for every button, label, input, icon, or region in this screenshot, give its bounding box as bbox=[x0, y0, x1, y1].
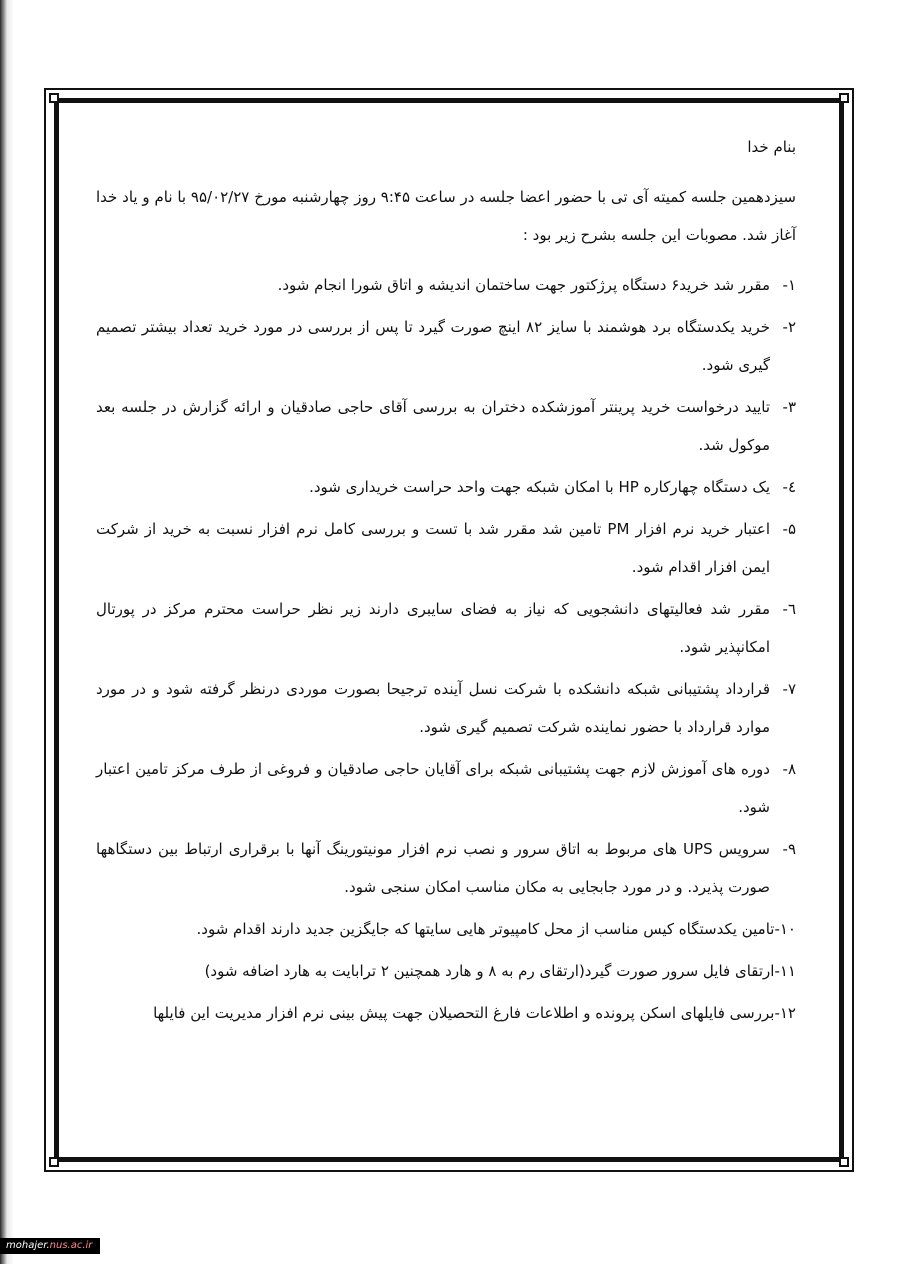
resolution-item bbox=[96, 388, 796, 464]
scan-edge bbox=[0, 0, 14, 1264]
frame-corner-ornament bbox=[49, 93, 59, 103]
resolution-item bbox=[96, 910, 796, 948]
resolution-text: سرویس UPS های مربوط به اتاق سرور و نصب نرم افزار مونیتورینگ آنها با برقراری ارتباط بین دستگاهها صورت پذیرد. و در مورد جابجایی به مکان مناسب امکان سنجی شود. bbox=[96, 840, 770, 896]
resolution-text: بررسی فایلهای اسکن پرونده و اطلاعات فارغ التحصیلان جهت پیش بینی نرم افزار مدیریت این فایلها bbox=[153, 1004, 775, 1022]
resolution-number: ٤- bbox=[782, 478, 796, 496]
resolution-number: ۸- bbox=[782, 760, 796, 778]
resolution-item bbox=[96, 750, 796, 826]
resolution-number: ۹- bbox=[782, 840, 796, 858]
resolution-number: ۱۲- bbox=[774, 1004, 796, 1022]
frame-corner-ornament bbox=[49, 1157, 59, 1167]
resolution-text: تامین یکدستگاه کیس مناسب از محل کامپیوتر هایی سایتها که جایگزین جدید دارند اقدام شود. bbox=[196, 920, 775, 938]
resolution-number: ۱۰- bbox=[774, 920, 796, 938]
resolution-text: اعتبار خرید نرم افزار PM تامین شد مقرر شد با تست و بررسی کامل نرم افزار نسبت به خرید از شرکت ایمن افزار اقدام شود. bbox=[96, 520, 770, 576]
resolution-item bbox=[96, 994, 796, 1032]
document-heading: بنام خدا bbox=[747, 138, 796, 156]
resolution-text: ارتقای فایل سرور صورت گیرد(ارتقای رم به ۸ و هارد همچنین ۲ ترابایت به هارد اضافه شود) bbox=[204, 962, 775, 980]
resolution-number: ۳- bbox=[782, 398, 796, 416]
resolution-number: ۲- bbox=[782, 318, 796, 336]
resolution-item bbox=[96, 830, 796, 906]
resolution-text: خرید یکدستگاه برد هوشمند با سایز ۸۲ اینچ صورت گیرد تا پس از بررسی در مورد خرید تعداد بیشتر تصمیم گیری شود. bbox=[96, 318, 770, 374]
source-watermark bbox=[0, 1238, 100, 1254]
resolution-text: تایید درخواست خرید پرینتر آموزشکده دختران به بررسی آقای حاجی صادقیان و ارائه گزارش در جلسه بعد موکول شد. bbox=[96, 398, 770, 454]
resolution-text: یک دستگاه چهارکاره HP با امکان شبکه جهت واحد حراست خریداری شود. bbox=[309, 478, 770, 496]
watermark-prefix: mohajer. bbox=[6, 1240, 50, 1251]
resolution-item bbox=[96, 952, 796, 990]
frame-corner-ornament bbox=[839, 1157, 849, 1167]
resolution-item bbox=[96, 266, 796, 304]
resolution-number: ۱۱- bbox=[774, 962, 796, 980]
minutes-document bbox=[96, 130, 796, 1036]
resolution-text: مقرر شد فعالیتهای دانشجویی که نیاز به فضای سایبری دارند زیر نظر حراست محترم مرکز در پورتال امکانپذیر شود. bbox=[96, 600, 770, 656]
resolution-item bbox=[96, 670, 796, 746]
resolution-item bbox=[96, 510, 796, 586]
resolution-text: قرارداد پشتیبانی شبکه دانشکده با شرکت نسل آینده ترجیحا بصورت موردی درنظر گرفته شود و در مورد موارد قرارداد با حضور نماینده شرکت تصمیم گیری شود. bbox=[96, 680, 770, 736]
resolution-number: ۱- bbox=[782, 276, 796, 294]
resolution-item bbox=[96, 308, 796, 384]
resolution-item bbox=[96, 590, 796, 666]
document-intro: سیزدهمین جلسه کمیته آی تی با حضور اعضا جلسه در ساعت ۹:۴۵ روز چهارشنبه مورخ ۹۵/۰۲/۲۷ با نام و یاد خدا آغاز شد. مصوبات این جلسه بشرح زیر بود : bbox=[96, 188, 796, 244]
frame-corner-ornament bbox=[839, 93, 849, 103]
resolution-item bbox=[96, 468, 796, 506]
resolution-number: ۵- bbox=[782, 520, 796, 538]
resolution-number: ٦- bbox=[782, 600, 796, 618]
resolution-text: مقرر شد خرید۶ دستگاه پرژکتور جهت ساختمان اندیشه و اتاق شورا انجام شود. bbox=[277, 276, 770, 294]
resolution-text: دوره های آموزش لازم جهت پشتیبانی شبکه برای آقایان حاجی صادقیان و فروغی از طرف مرکز تامین اعتبار شود. bbox=[96, 760, 770, 816]
resolution-number: ۷- bbox=[782, 680, 796, 698]
watermark-domain: nus.ac.ir bbox=[49, 1240, 93, 1251]
